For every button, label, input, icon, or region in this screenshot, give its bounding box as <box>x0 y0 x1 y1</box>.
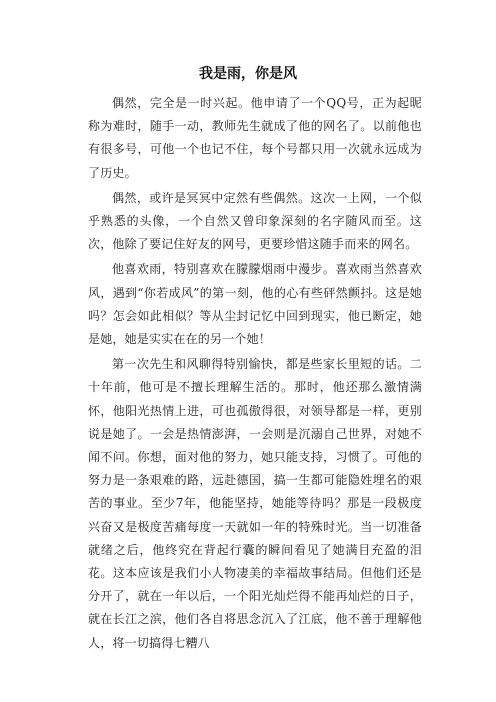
document-body <box>88 92 422 655</box>
paragraph-3: 他喜欢雨，特别喜欢在朦朦烟雨中漫步。喜欢雨当然喜欢风，遇到“你若成风”的第一刻，他的心有些砰然颤抖。这是她吗？怎会如此相似？等从尘封记忆中回到现实，他已断定，她是她，她是实实在在的另一个她！ <box>88 262 422 347</box>
paragraph-1: 偶然，完全是一时兴起。他申请了一个QQ号，正为起昵称为难时，随手一动，教师先生就成了他的网名了。以前他也有很多号，可他一个也记不住，每个号都只用一次就永远成为了历史。 <box>88 96 422 180</box>
document-title: 我是雨，你是风 <box>199 66 297 82</box>
paragraph-4: 第一次先生和风聊得特别愉快，都是些家长里短的话。二十年前，他可是不擅长理解生活的。那时，他还那么激情满怀，他阳光热情上进，可也孤傲得很，对领导都是一样，更别说是她了。一会是热情澎湃，一会则是沉溺自己世界，对她不闻不问。你想，面对他的努力，她只能支持，习惯了。可他的努力是一条艰难的路，远赴德国，搞一生都可能隐姓埋名的艰苦的事业。至少7年，他能坚持，她能等待吗？那是一段极度兴奋又是极度苦痛每度一天就如一年的特殊时光。当一切准备就绪之后，他终究在背起行囊的瞬间看见了她满目充盈的泪花。这本应该是我们小人物凄美的幸福故事结局。但他们还是分开了，就在一年以后，一个阳光灿烂得不能再灿烂的日子，就在长江之滨，他们各自将思念沉入了江底，他不善于理解他人，将一切搞得七糟八 <box>88 357 422 650</box>
paragraph-2: 偶然，或许是冥冥中定然有些偶然。这次一上网，一个似乎熟悉的头像，一个自然又曾印象深刻的名字随风而至。这次，他除了要记住好友的网号，更要珍惜这随手而来的网名。 <box>88 190 422 252</box>
